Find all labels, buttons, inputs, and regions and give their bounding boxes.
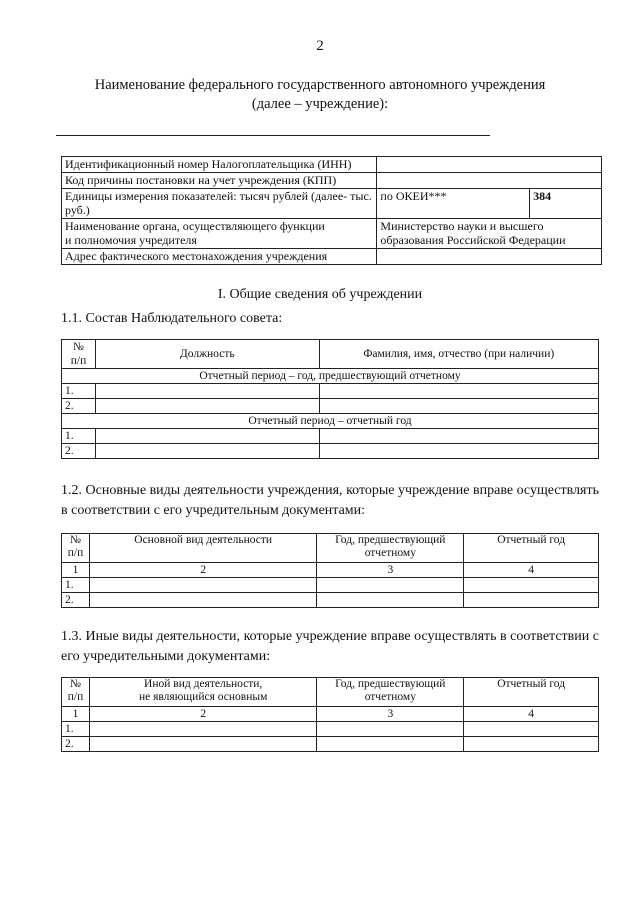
founder-body-value-line-2: образования Российской Федерации: [380, 233, 566, 247]
row-number: 2.: [62, 593, 90, 608]
table-cell: [89, 722, 316, 737]
table-cell: [95, 429, 319, 444]
period-current-year: Отчетный период – отчетный год: [62, 414, 599, 429]
column-index: 4: [464, 707, 599, 722]
table-cell: [319, 429, 598, 444]
table-cell: [464, 722, 599, 737]
col-other-activity-line-2: не являющийся основным: [138, 691, 268, 703]
inn-value-cell: [377, 157, 602, 173]
table-cell: [317, 722, 464, 737]
column-index: 1: [62, 707, 90, 722]
column-index: 3: [317, 707, 464, 722]
name-underline: [56, 135, 490, 136]
table-cell: [464, 737, 599, 752]
col-previous-year-line-2: отчетному: [364, 691, 416, 703]
table-cell: [95, 444, 319, 459]
info-table: [61, 156, 602, 265]
table-cell: [317, 578, 464, 593]
column-index: 2: [89, 563, 316, 578]
col-position: Должность: [95, 340, 319, 369]
col-main-activity: Основной вид деятельности: [89, 534, 316, 563]
col-number: [62, 340, 96, 369]
founder-body-value-line-1: Министерство науки и высшего: [380, 219, 544, 233]
col-number-line-1: №: [72, 341, 84, 353]
col-full-name: Фамилия, имя, отчество (при наличии): [319, 340, 598, 369]
col-number-line-1: №: [69, 534, 81, 546]
col-previous-year-line-1: Год, предшествующий: [335, 534, 446, 546]
row-number: 2.: [62, 399, 96, 414]
main-activities-paragraph: 1.2. Основные виды деятельности учреждения, которые учреждение вправе осуществлять в соответствии с его учредительным документами:: [61, 483, 599, 518]
other-activities-table: [61, 677, 599, 752]
row-number: 1.: [62, 384, 96, 399]
table-cell: [319, 399, 598, 414]
column-index: 3: [317, 563, 464, 578]
other-activities-paragraph: 1.3. Иные виды деятельности, которые учреждение вправе осуществлять в соответствии с его учредительными документами:: [61, 629, 599, 664]
kpp-value-cell: [377, 173, 602, 189]
col-reporting-year: Отчетный год: [464, 534, 599, 563]
column-index: 4: [464, 563, 599, 578]
row-number: 1.: [62, 578, 90, 593]
row-number: 1.: [62, 429, 96, 444]
okei-label: по ОКЕИ***: [377, 189, 530, 219]
row-number: 2.: [62, 444, 96, 459]
table-cell: [317, 593, 464, 608]
col-number-line-2: п/п: [67, 691, 84, 703]
title-line-1: Наименование федерального государственного автономного учреждения: [94, 77, 546, 93]
inn-label: Идентификационный номер Налогоплательщика (ИНН): [62, 157, 377, 173]
founder-body-label: [62, 219, 377, 249]
col-previous-year: [317, 678, 464, 707]
col-number-line-1: №: [69, 678, 81, 690]
founder-body-value: [377, 219, 602, 249]
col-number-line-2: п/п: [70, 355, 87, 367]
table-cell: [95, 399, 319, 414]
row-number: 1.: [62, 722, 90, 737]
col-other-activity-line-1: Иной вид деятельности,: [144, 678, 263, 690]
address-label: Адрес фактического местонахождения учреждения: [62, 249, 377, 265]
table-cell: [89, 737, 316, 752]
kpp-label: Код причины постановки на учет учреждения (КПП): [62, 173, 377, 189]
col-other-activity: [89, 678, 316, 707]
table-cell: [464, 593, 599, 608]
supervisory-board-heading: 1.1. Состав Наблюдательного совета:: [61, 311, 283, 326]
table-cell: [319, 384, 598, 399]
page-title: [40, 76, 600, 114]
supervisory-board-table: [61, 339, 599, 459]
column-index: 1: [62, 563, 90, 578]
units-label: Единицы измерения показателей: тысяч рублей (далее- тыс. руб.): [62, 189, 377, 219]
period-previous-year: Отчетный период – год, предшествующий отчетному: [62, 369, 599, 384]
col-number: [62, 534, 90, 563]
section-title: I. Общие сведения об учреждении: [217, 287, 423, 302]
col-reporting-year: Отчетный год: [464, 678, 599, 707]
title-line-2: (далее – учреждение):: [251, 96, 389, 112]
col-previous-year-line-1: Год, предшествующий: [335, 678, 446, 690]
founder-body-label-line-2: и полномочия учредителя: [65, 233, 197, 247]
page-number: 2: [316, 38, 324, 54]
main-activities-table: [61, 533, 599, 608]
table-cell: [464, 578, 599, 593]
okei-value: 384: [530, 189, 602, 219]
address-value-cell: [377, 249, 602, 265]
col-previous-year-line-2: отчетному: [364, 547, 416, 559]
column-index: 2: [89, 707, 316, 722]
table-cell: [317, 737, 464, 752]
row-number: 2.: [62, 737, 90, 752]
col-number-line-2: п/п: [67, 547, 84, 559]
table-cell: [319, 444, 598, 459]
col-number: [62, 678, 90, 707]
founder-body-label-line-1: Наименование органа, осуществляющего функции: [65, 219, 325, 233]
table-cell: [95, 384, 319, 399]
col-previous-year: [317, 534, 464, 563]
table-cell: [89, 578, 316, 593]
table-cell: [89, 593, 316, 608]
